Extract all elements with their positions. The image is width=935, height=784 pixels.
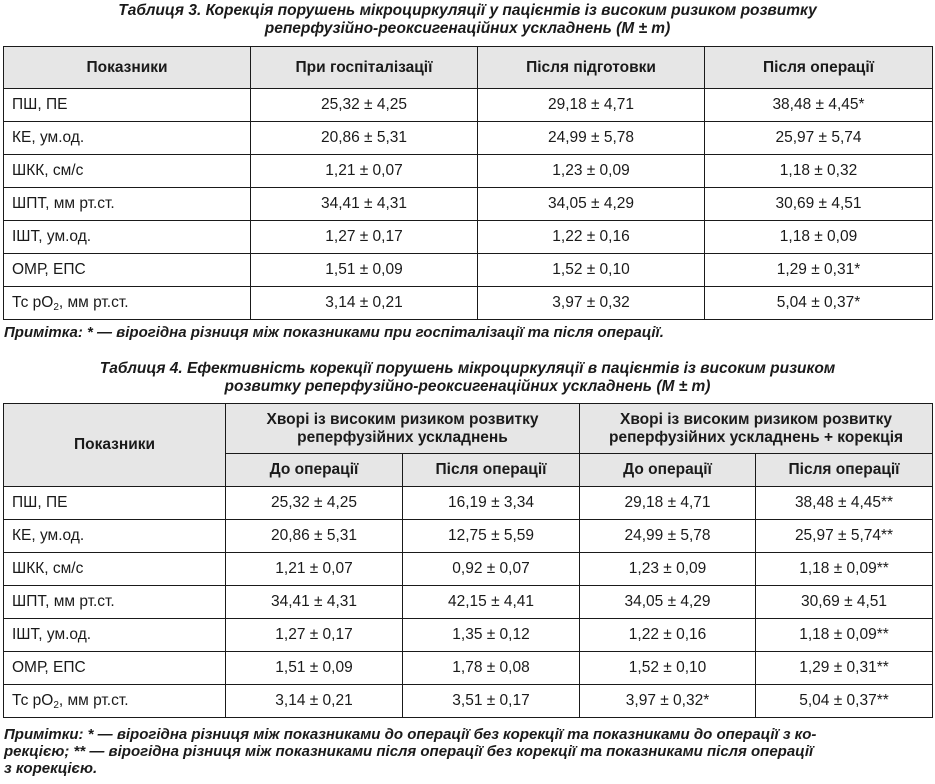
table-cell: 1,21 ± 0,07: [226, 553, 403, 586]
table4: [3, 403, 933, 718]
table-cell: 25,97 ± 5,74: [705, 122, 933, 155]
table-cell: 29,18 ± 4,71: [478, 89, 705, 122]
table-row: [4, 155, 933, 188]
table3-header-row: [4, 47, 933, 89]
table3-header-after-preparation: Після підготовки: [478, 47, 705, 89]
table-cell: 20,86 ± 5,31: [226, 520, 403, 553]
header-line: Хворі із високим ризиком розвитку: [266, 410, 539, 428]
table-row: [4, 287, 933, 320]
table-cell: 34,41 ± 4,31: [251, 188, 478, 221]
table4-subheader-after-2: Після операції: [756, 454, 933, 487]
table-cell: 3,97 ± 0,32: [478, 287, 705, 320]
table-cell: 34,05 ± 4,29: [580, 586, 756, 619]
table-cell: 1,23 ± 0,09: [478, 155, 705, 188]
table-cell: 1,18 ± 0,09**: [756, 619, 933, 652]
table-cell: 30,69 ± 4,51: [705, 188, 933, 221]
table-cell: 1,29 ± 0,31**: [756, 652, 933, 685]
table4-note: [4, 726, 932, 777]
table-row: [4, 188, 933, 221]
table4-header-group-no-correction: [226, 404, 580, 454]
table-cell: 1,18 ± 0,09: [705, 221, 933, 254]
row-label: ІШТ, ум.од.: [4, 619, 226, 652]
table-cell: 1,35 ± 0,12: [403, 619, 580, 652]
table-row: [4, 254, 933, 287]
table4-subheader-after-1: Після операції: [403, 454, 580, 487]
table4-header-indicator: Показники: [4, 404, 226, 487]
header-line: реперфузійних ускладнень: [297, 428, 508, 446]
table3-caption-line2: реперфузійно-реоксигенаційних ускладнень (M ± m): [264, 20, 671, 37]
table-cell: 5,04 ± 0,37*: [705, 287, 933, 320]
row-label: [4, 685, 226, 718]
table-cell: 25,97 ± 5,74**: [756, 520, 933, 553]
table-cell: 1,18 ± 0,09**: [756, 553, 933, 586]
table-row: [4, 487, 933, 520]
table-cell: 1,51 ± 0,09: [226, 652, 403, 685]
table-row: [4, 652, 933, 685]
row-label-part: Тс рО: [12, 692, 54, 709]
table-cell: 34,41 ± 4,31: [226, 586, 403, 619]
table-cell: 24,99 ± 5,78: [580, 520, 756, 553]
row-label: ПШ, ПЕ: [4, 89, 251, 122]
table-cell: 12,75 ± 5,59: [403, 520, 580, 553]
table4-header-row-1: [4, 404, 933, 454]
row-label-part: Тс рО: [12, 294, 54, 311]
table-cell: 1,29 ± 0,31*: [705, 254, 933, 287]
row-label: ШКК, см/с: [4, 553, 226, 586]
table-row: [4, 586, 933, 619]
row-label: [4, 287, 251, 320]
table-cell: 1,27 ± 0,17: [251, 221, 478, 254]
table-cell: 5,04 ± 0,37**: [756, 685, 933, 718]
table4-caption-line2: розвитку реперфузійно-реоксигенаційних ускладнень (M ± m): [224, 378, 711, 395]
table-cell: 1,27 ± 0,17: [226, 619, 403, 652]
table-row: [4, 89, 933, 122]
table-cell: 1,51 ± 0,09: [251, 254, 478, 287]
row-label-subscript: 2: [53, 700, 59, 711]
header-line: реперфузійних ускладнень + корекція: [608, 428, 904, 446]
table4-note-line1: Примітки: * — вірогідна різниця між показниками до операції без корекції та показниками до операції з ко-: [4, 726, 817, 743]
row-label-subscript: 2: [53, 302, 59, 313]
table-cell: 3,97 ± 0,32*: [580, 685, 756, 718]
table-cell: 38,48 ± 4,45**: [756, 487, 933, 520]
table-cell: 42,15 ± 4,41: [403, 586, 580, 619]
row-label: ШПТ, мм рт.ст.: [4, 586, 226, 619]
table-row: [4, 520, 933, 553]
row-label: ШПТ, мм рт.ст.: [4, 188, 251, 221]
table-row: [4, 122, 933, 155]
table-cell: 38,48 ± 4,45*: [705, 89, 933, 122]
table-cell: 1,23 ± 0,09: [580, 553, 756, 586]
row-label: ІШТ, ум.од.: [4, 221, 251, 254]
table-cell: 16,19 ± 3,34: [403, 487, 580, 520]
table3: [3, 46, 933, 320]
table-cell: 1,52 ± 0,10: [478, 254, 705, 287]
table-cell: 1,18 ± 0,32: [705, 155, 933, 188]
table4-note-line3: з корекцією.: [4, 760, 98, 777]
table-cell: 34,05 ± 4,29: [478, 188, 705, 221]
table-row: [4, 619, 933, 652]
row-label: ОМР, ЕПС: [4, 652, 226, 685]
table-cell: 29,18 ± 4,71: [580, 487, 756, 520]
row-label: КЕ, ум.од.: [4, 520, 226, 553]
row-label: КЕ, ум.од.: [4, 122, 251, 155]
table3-header-admission: При госпіталізації: [251, 47, 478, 89]
table-cell: 1,52 ± 0,10: [580, 652, 756, 685]
table-cell: 30,69 ± 4,51: [756, 586, 933, 619]
row-label: ШКК, см/с: [4, 155, 251, 188]
table3-note: Примітка: * — вірогідна різниця між показниками при госпіталізації та після операції.: [4, 324, 664, 341]
table4-subheader-before-2: До операції: [580, 454, 756, 487]
table3-header-after-surgery: Після операції: [705, 47, 933, 89]
row-label: ОМР, ЕПС: [4, 254, 251, 287]
table-row: [4, 221, 933, 254]
table-cell: 25,32 ± 4,25: [251, 89, 478, 122]
table-cell: 0,92 ± 0,07: [403, 553, 580, 586]
table4-caption: [0, 360, 935, 396]
row-label-part: , мм рт.ст.: [58, 294, 129, 311]
table3-caption: [0, 2, 935, 38]
table-cell: 25,32 ± 4,25: [226, 487, 403, 520]
table-cell: 1,21 ± 0,07: [251, 155, 478, 188]
row-label-part: , мм рт.ст.: [58, 692, 129, 709]
table-cell: 24,99 ± 5,78: [478, 122, 705, 155]
table3-caption-line1: Таблиця 3. Корекція порушень мікроциркуляції у пацієнтів із високим ризиком розвитку: [118, 2, 817, 19]
table-row: [4, 685, 933, 718]
table-cell: 3,14 ± 0,21: [226, 685, 403, 718]
table4-note-line2: рекцією; ** — вірогідна різниця між показниками після операції без корекції та показниками після операції: [4, 743, 814, 760]
row-label: ПШ, ПЕ: [4, 487, 226, 520]
table-cell: 20,86 ± 5,31: [251, 122, 478, 155]
table-cell: 1,22 ± 0,16: [580, 619, 756, 652]
table-cell: 3,51 ± 0,17: [403, 685, 580, 718]
table-cell: 1,78 ± 0,08: [403, 652, 580, 685]
table4-header-group-correction: [580, 404, 933, 454]
header-line: Хворі із високим ризиком розвитку: [620, 410, 893, 428]
table-row: [4, 553, 933, 586]
table-cell: 3,14 ± 0,21: [251, 287, 478, 320]
table-cell: 1,22 ± 0,16: [478, 221, 705, 254]
table3-header-indicator: Показники: [4, 47, 251, 89]
table4-subheader-before-1: До операції: [226, 454, 403, 487]
table4-caption-line1: Таблиця 4. Ефективність корекції порушень мікроциркуляції в пацієнтів із високим ризиком: [99, 360, 836, 377]
